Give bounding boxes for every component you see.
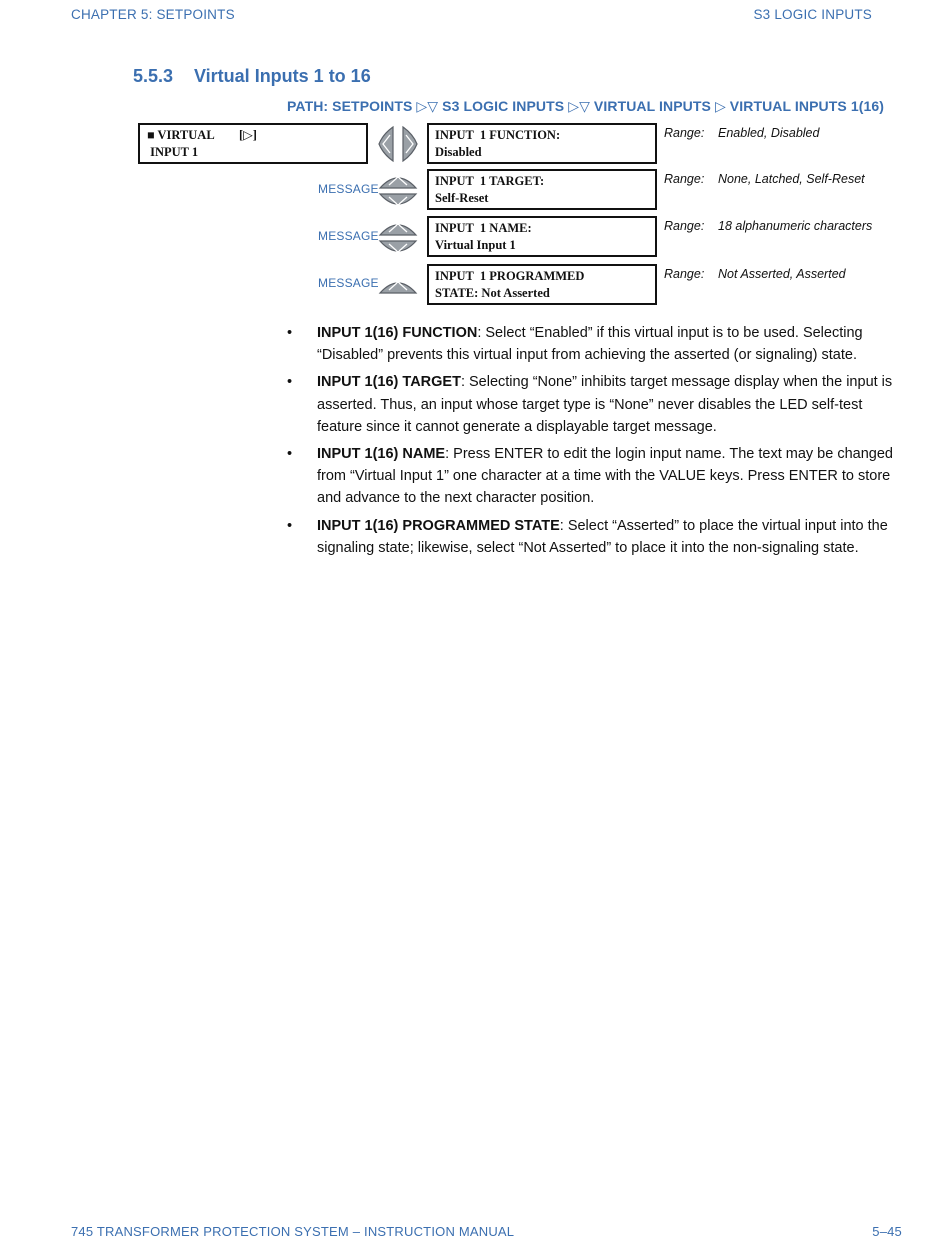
range-label: Range: <box>664 126 705 140</box>
main-display-line2: INPUT 1 <box>147 145 199 159</box>
item-text: : Selecting “None” inhibits target message display when the input is asserted. Thus, an input whose target type is “None” never disables the LED self-test feature since it cannot generate a displayable target message. <box>317 374 893 435</box>
list-item <box>287 322 907 366</box>
main-display-line1: ■ VIRTUAL [▷] <box>147 128 257 142</box>
range-label: Range: <box>664 267 705 281</box>
bullet-icon: • <box>287 517 293 534</box>
down-key-icon <box>380 194 416 205</box>
left-right-keys <box>376 124 420 164</box>
right-key-icon <box>403 127 417 161</box>
manual-title-footer: 745 TRANSFORMER PROTECTION SYSTEM – INSTRUCTION MANUAL <box>71 1224 515 1239</box>
display-line2: Self-Reset <box>435 191 489 205</box>
display-input-target <box>427 169 657 210</box>
display-input-name <box>427 216 657 257</box>
item-term: INPUT 1(16) PROGRAMMED STATE <box>317 517 560 534</box>
setpoint-path: PATH: SETPOINTS ▷▽ S3 LOGIC INPUTS ▷▽ VIRTUAL INPUTS ▷ VIRTUAL INPUTS 1(16) <box>287 98 885 114</box>
item-term: INPUT 1(16) NAME <box>317 446 446 463</box>
item-term: INPUT 1(16) TARGET <box>317 374 461 391</box>
section-title: Virtual Inputs 1 to 16 <box>194 66 371 86</box>
bullet-icon: • <box>287 325 293 341</box>
section-header: S3 LOGIC INPUTS <box>753 7 872 22</box>
message-label: MESSAGE <box>318 182 379 196</box>
range-value: None, Latched, Self-Reset <box>718 172 865 186</box>
range-value: Enabled, Disabled <box>718 126 820 140</box>
page-number: 5–45 <box>872 1224 902 1239</box>
item-text: : Press ENTER to edit the login input name. The text may be changed from “Virtual Input 1” one character at a time with the VALUE keys. Press ENTER to store and advance to the next character position. <box>317 446 893 507</box>
chapter-header: CHAPTER 5: SETPOINTS <box>71 7 235 22</box>
bullet-icon: • <box>287 446 293 463</box>
range-value: 18 alphanumeric characters <box>718 219 873 233</box>
up-key-icon <box>380 282 416 293</box>
item-term: INPUT 1(16) FUNCTION <box>317 325 478 341</box>
message-label: MESSAGE <box>318 229 379 243</box>
display-line2: Disabled <box>435 145 482 159</box>
up-down-keys <box>378 218 418 258</box>
display-line1: INPUT 1 TARGET: <box>435 174 545 188</box>
description-list <box>287 322 907 564</box>
display-input-programmed-state <box>427 264 657 305</box>
range-label: Range: <box>664 219 705 233</box>
list-item <box>287 515 907 559</box>
display-line1: INPUT 1 PROGRAMMED <box>435 269 585 283</box>
message-label: MESSAGE <box>318 276 379 290</box>
item-text: : Select “Asserted” to place the virtual input into the signaling state; likewise, select “Not Asserted” to place it into the non-signaling state. <box>317 517 888 556</box>
range-value: Not Asserted, Asserted <box>718 267 846 281</box>
main-display-box <box>138 123 368 164</box>
display-line1: INPUT 1 FUNCTION: <box>435 128 561 142</box>
up-down-keys <box>378 171 418 211</box>
item-text: : Select “Enabled” if this virtual input is to be used. Selecting “Disabled” prevents this virtual input from achieving the asserted (or signaling) state. <box>317 325 863 364</box>
list-item <box>287 443 907 510</box>
bullet-icon: • <box>287 374 293 391</box>
range-label: Range: <box>664 172 705 186</box>
display-input-function <box>427 123 657 164</box>
display-line2: Virtual Input 1 <box>435 238 516 252</box>
left-key-icon <box>379 127 393 161</box>
section-number: 5.5.3 <box>133 66 174 86</box>
list-item <box>287 371 907 438</box>
display-line2: STATE: Not Asserted <box>435 286 550 300</box>
up-key <box>378 275 418 295</box>
up-key-icon <box>380 177 416 188</box>
display-line1: INPUT 1 NAME: <box>435 221 532 235</box>
up-key-icon <box>380 224 416 235</box>
down-key-icon <box>380 241 416 252</box>
